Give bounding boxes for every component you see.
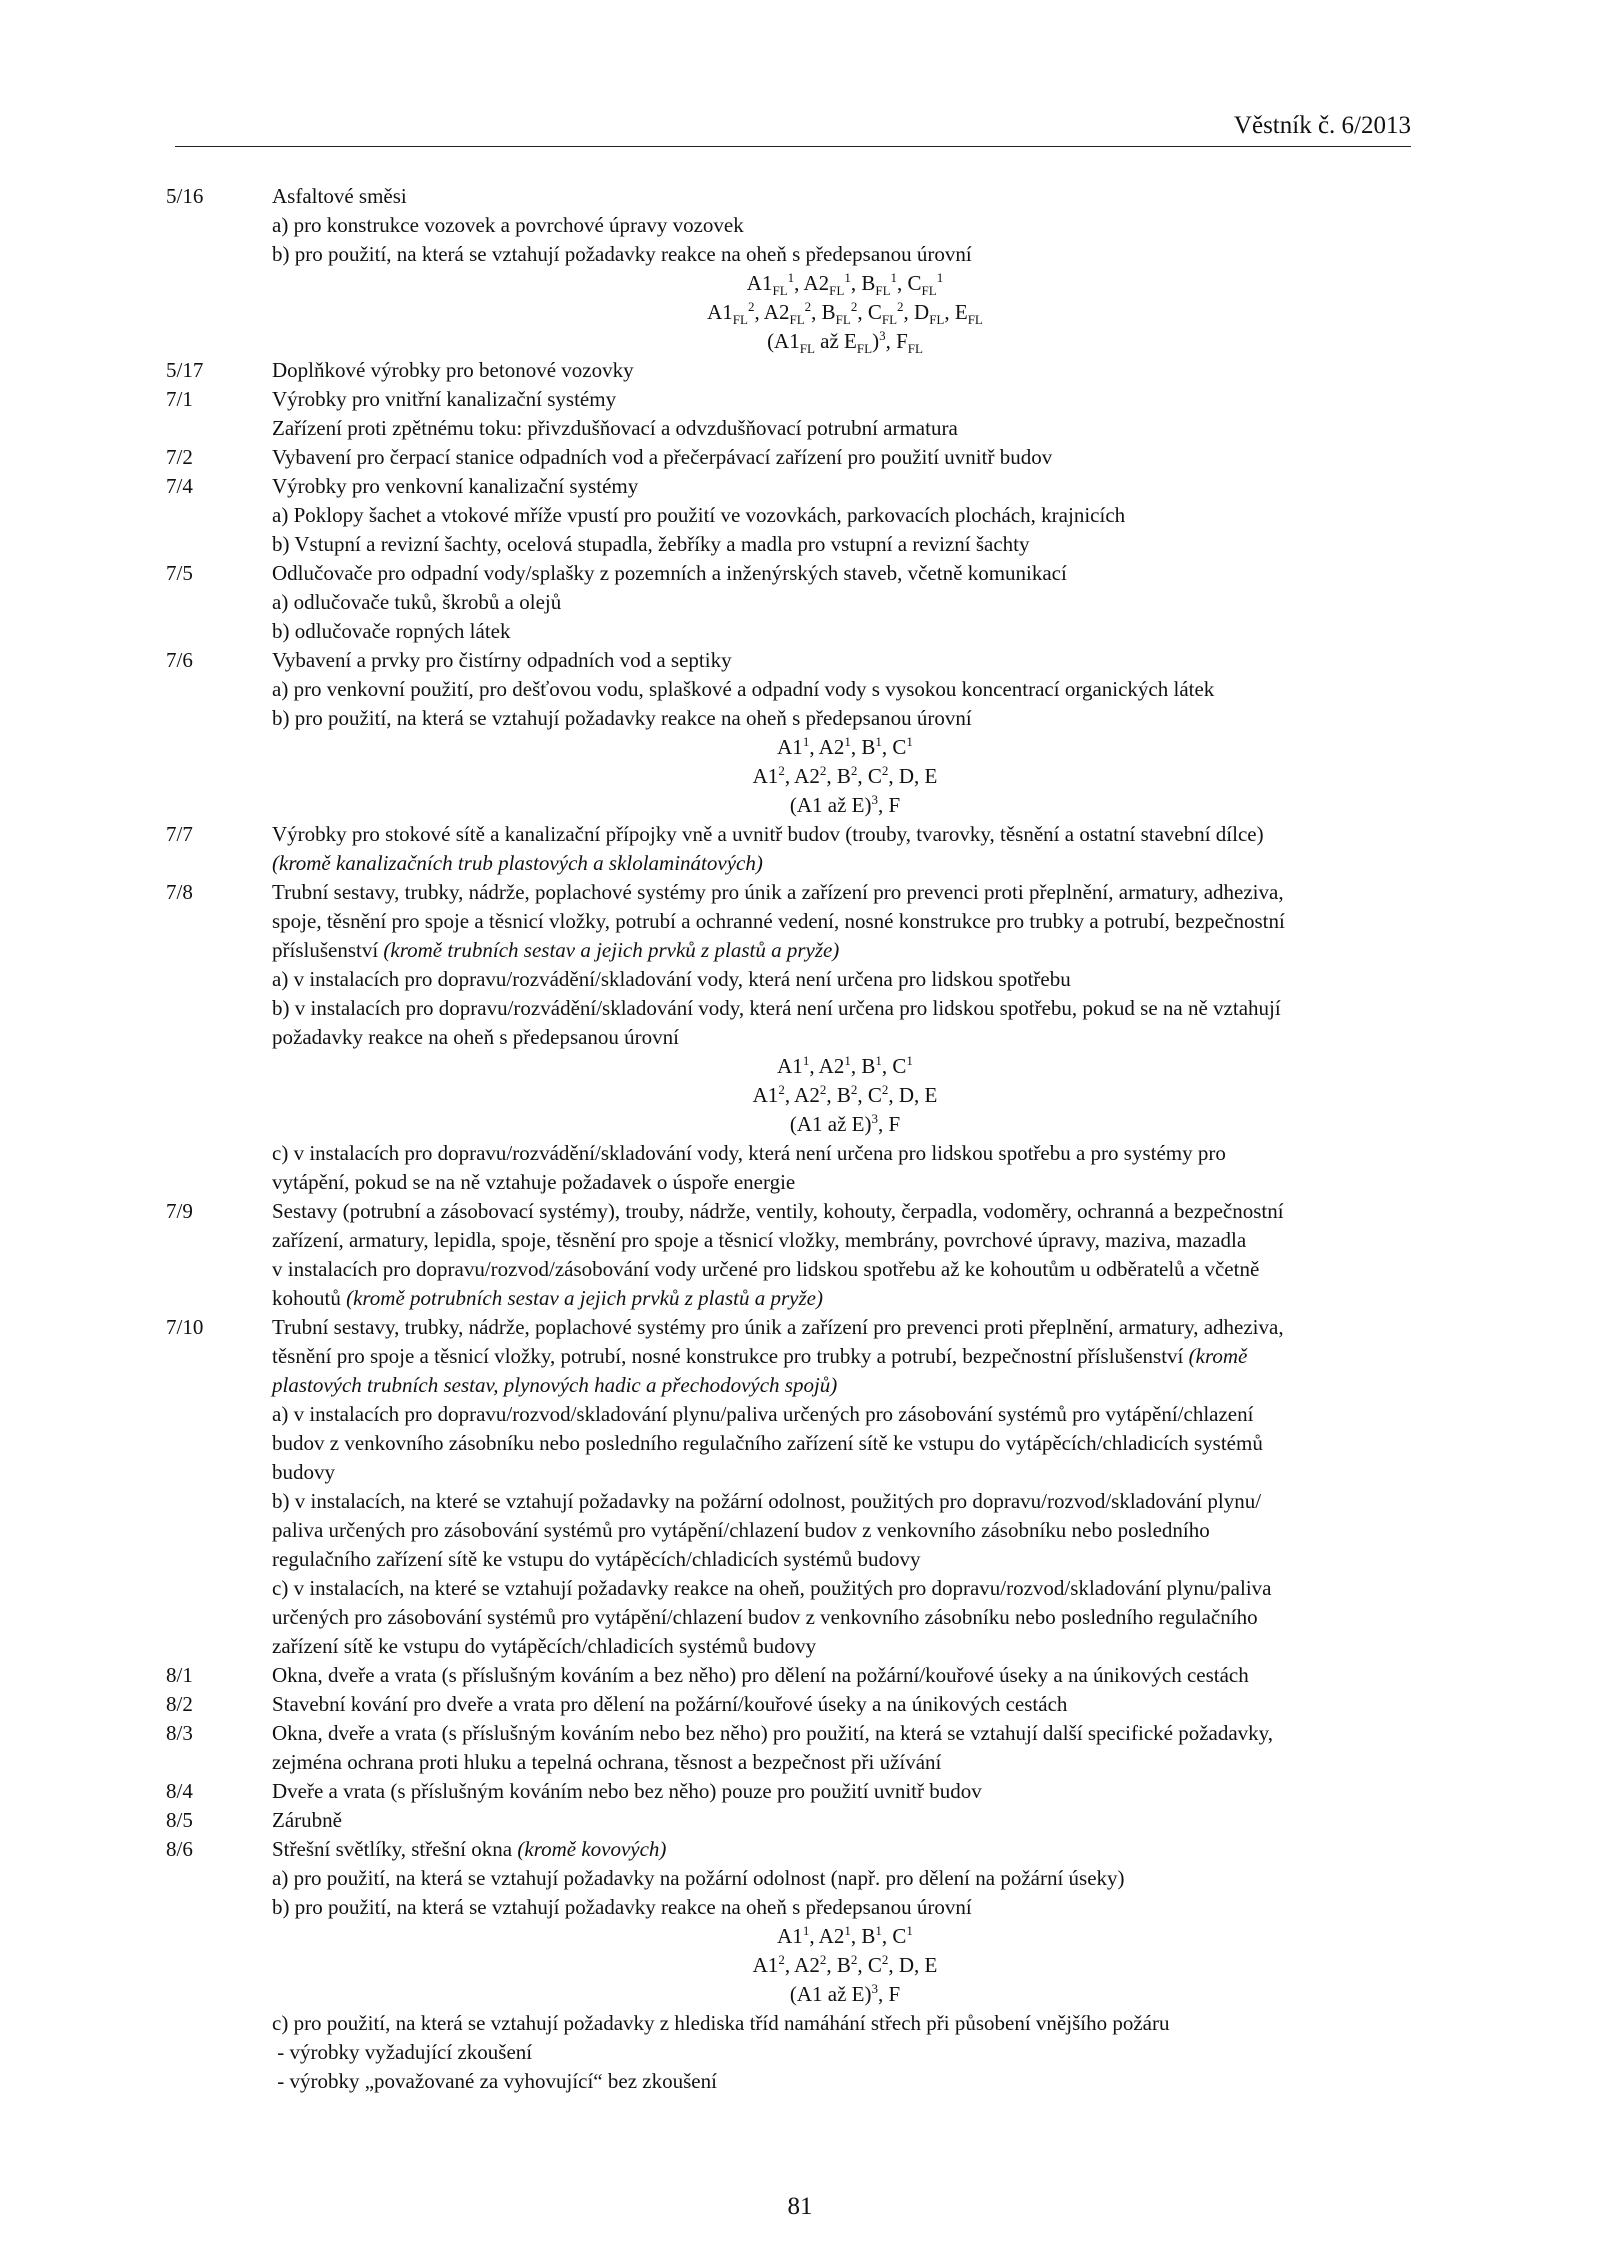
entry-7-10: [166, 1313, 1418, 1661]
entry-5-17: [166, 356, 1418, 385]
entry-number: 7/8: [166, 880, 193, 904]
class-line-2: $A1^2$, $A2^2$, $B^2$, $C^2$, D, E: [752, 763, 938, 788]
entry-line: c) v instalacích, na které se vztahují požadavky reakce na oheň, použitých pro dopravu/rozvod/skladování plynu/paliva: [272, 1576, 1272, 1600]
entry-line: v instalacích pro dopravu/rozvod/zásobování vody určené pro lidskou spotřebu až ke kohoutům u odběratelů a včetně: [272, 1257, 1260, 1281]
entry-number: 8/6: [166, 1837, 193, 1861]
entry-7-5: [166, 559, 1418, 646]
entry-line: zařízení, armatury, lepidla, spoje, těsnění pro spoje a těsnicí vložky, membrány, povrchové úpravy, maziva, mazadla: [272, 1228, 1247, 1252]
entry-title: Trubní sestavy, trubky, nádrže, poplachové systémy pro únik a zařízení pro prevenci proti přeplnění, armatury, adheziva,: [272, 1315, 1284, 1339]
entry-line: kohoutů: [272, 1286, 347, 1310]
entry-number: 7/7: [166, 822, 193, 846]
entry-line: spoje, těsnění pro spoje a těsnicí vložky, potrubí a ochranné vedení, nosné konstrukce pro trubky a potrubí, bezpečnostní: [272, 909, 1285, 933]
entry-exclusion: (kromě potrubních sestav a jejich prvků z plastů a pryže): [346, 1286, 823, 1310]
entry-number: 7/9: [166, 1199, 193, 1223]
entry-line: zařízení sítě ke vstupu do vytápěcích/chladicích systémů budovy: [272, 1634, 817, 1658]
entry-line: b) v instalacích pro dopravu/rozvádění/skladování vody, která není určena pro lidskou spotřebu, pokud se na ně vztahují: [272, 996, 1281, 1020]
entry-8-2: [166, 1690, 1418, 1719]
entry-line: vytápění, pokud se na ně vztahuje požadavek o úspoře energie: [272, 1170, 796, 1194]
entry-line: c) pro použití, na která se vztahují požadavky z hlediska tříd namáhání střech při působení vnějšího požáru: [272, 2011, 1170, 2035]
entry-line: a) v instalacích pro dopravu/rozvádění/skladování vody, která není určena pro lidskou spotřebu: [272, 967, 1071, 991]
entry-line: Zařízení proti zpětnému toku: přivzdušňovací a odvzdušňovací potrubní armatura: [272, 416, 958, 440]
entry-number: 7/6: [166, 648, 193, 672]
entry-7-6: [166, 646, 1418, 820]
entry-line: a) pro konstrukce vozovek a povrchové úpravy vozovek: [272, 213, 744, 237]
product-list: [166, 182, 1418, 2096]
entry-number: 7/10: [166, 1315, 204, 1339]
entry-line: b) odlučovače ropných látek: [272, 619, 511, 643]
entry-exclusion: (kromě kanalizačních trub plastových a sklolaminátových): [272, 851, 763, 875]
entry-title: Asfaltové směsi: [272, 184, 407, 208]
entry-title: Stavební kování pro dveře a vrata pro dělení na požární/kouřové úseky a na únikových cestách: [272, 1692, 1068, 1716]
entry-line: paliva určených pro zásobování systémů pro vytápění/chlazení budov z venkovního zásobníku nebo posledního: [272, 1518, 1210, 1542]
entry-7-1: [166, 385, 1418, 443]
entry-line: určených pro zásobování systémů pro vytápění/chlazení budov z venkovního zásobníku nebo posledního regulačního: [272, 1605, 1258, 1629]
entry-number: 7/5: [166, 561, 193, 585]
entry-line: b) pro použití, na která se vztahují požadavky reakce na oheň s předepsanou úrovní: [272, 706, 972, 730]
entry-line: b) Vstupní a revizní šachty, ocelová stupadla, žebříky a madla pro vstupní a revizní šachty: [272, 532, 1030, 556]
class-line-3: (A1 až E)$^3$, F: [789, 792, 901, 817]
class-line-3: (A1 až E)$^3$, F: [789, 1111, 901, 1136]
entry-title: Okna, dveře a vrata (s příslušným kováním nebo bez něho) pro použití, na která se vztahují další specifické požadavky,: [272, 1721, 1274, 1745]
entry-title: Vybavení pro čerpací stanice odpadních vod a přečerpávací zařízení pro použití uvnitř budov: [272, 445, 1053, 469]
entry-title: Doplňkové výrobky pro betonové vozovky: [272, 358, 634, 382]
class-line-2: $A1^2$, $A2^2$, $B^2$, $C^2$, D, E: [752, 1082, 938, 1107]
entry-line: zejména ochrana proti hluku a tepelná ochrana, těsnost a bezpečnost při užívání: [272, 1750, 942, 1774]
page-number: 81: [787, 2193, 813, 2220]
entry-number: 7/4: [166, 474, 193, 498]
entry-line: a) pro použití, na která se vztahují požadavky na požární odolnost (např. pro dělení na požární úseky): [272, 1866, 1125, 1890]
entry-line: - výrobky vyžadující zkoušení: [272, 2040, 533, 2064]
entry-7-7: [166, 820, 1418, 878]
entry-line: b) pro použití, na která se vztahují požadavky reakce na oheň s předepsanou úrovní: [272, 242, 972, 266]
class-line-fl-2: $A1_{FL}^2$, $A2_{FL}^2$, $B_{FL}^2$, $C_{FL}^2$, $D_{FL}$, $E_{FL}$: [707, 299, 983, 327]
entry-line: a) Poklopy šachet a vtokové mříže vpustí pro použití ve vozovkách, parkovacích plochách, krajnicích: [272, 503, 1126, 527]
entry-line: a) pro venkovní použití, pro dešťovou vodu, splaškové a odpadní vody s vysokou koncentrací organických látek: [272, 677, 1215, 701]
entry-number: 5/17: [166, 358, 204, 382]
entry-7-8: [166, 878, 1418, 1197]
entry-8-6: [166, 1835, 1418, 2096]
entry-number: 8/3: [166, 1721, 193, 1745]
entry-line: požadavky reakce na oheň s předepsanou úrovní: [272, 1025, 680, 1049]
entry-7-9: [166, 1197, 1418, 1313]
class-line-1: $A1^1$, $A2^1$, $B^1$, $C^1$: [777, 734, 913, 759]
entry-8-5: [166, 1806, 1418, 1835]
entry-number: 8/2: [166, 1692, 193, 1716]
entry-title: Sestavy (potrubní a zásobovací systémy), trouby, nádrže, ventily, kohouty, čerpadla, vodoměry, ochranná a bezpečnostní: [272, 1199, 1284, 1223]
class-line-1: $A1^1$, $A2^1$, $B^1$, $C^1$: [777, 1923, 913, 1948]
entry-8-1: [166, 1661, 1418, 1690]
class-line-2: $A1^2$, $A2^2$, $B^2$, $C^2$, D, E: [752, 1952, 938, 1977]
entry-8-3: [166, 1719, 1418, 1777]
entry-title: Výrobky pro venkovní kanalizační systémy: [272, 474, 639, 498]
entry-line: a) v instalacích pro dopravu/rozvod/skladování plynu/paliva určených pro zásobování systémů pro vytápění/chlazení: [272, 1402, 1254, 1426]
entry-number: 5/16: [166, 184, 204, 208]
entry-8-4: [166, 1777, 1418, 1806]
entry-title: Trubní sestavy, trubky, nádrže, poplachové systémy pro únik a zařízení pro prevenci proti přeplnění, armatury, adheziva,: [272, 880, 1284, 904]
entry-line: budovy: [272, 1460, 335, 1484]
entry-7-4: [166, 472, 1418, 559]
entry-line: a) odlučovače tuků, škrobů a olejů: [272, 590, 562, 614]
entry-title: Zárubně: [272, 1808, 342, 1832]
entry-title: Výrobky pro stokové sítě a kanalizační přípojky vně a uvnitř budov (trouby, tvarovky, těsnění a ostatní stavební dílce): [272, 822, 1264, 846]
entry-line: příslušenství: [272, 938, 384, 962]
entry-line: budov z venkovního zásobníku nebo posledního regulačního zařízení sítě ke vstupu do vytápěcích/chladicích systémů: [272, 1431, 1263, 1455]
entry-exclusion: (kromě kovových): [517, 1837, 667, 1861]
entry-exclusion: (kromě: [1188, 1344, 1248, 1368]
entry-title: Okna, dveře a vrata (s příslušným kováním a bez něho) pro dělení na požární/kouřové úseky a na únikových cestách: [272, 1663, 1249, 1687]
entry-title: Odlučovače pro odpadní vody/splašky z pozemních a inženýrských staveb, včetně komunikací: [272, 561, 1067, 585]
entry-exclusion: (kromě trubních sestav a jejich prvků z plastů a pryže): [383, 938, 840, 962]
entry-line: c) v instalacích pro dopravu/rozvádění/skladování vody, která není určena pro lidskou spotřebu a pro systémy pro: [272, 1141, 1226, 1165]
entry-line: - výrobky „považované za vyhovující“ bez zkoušení: [272, 2069, 717, 2093]
class-line-3: (A1 až E)$^3$, F: [789, 1981, 901, 2006]
entry-number: 8/5: [166, 1808, 193, 1832]
entry-exclusion: plastových trubních sestav, plynových hadic a přechodových spojů): [272, 1373, 838, 1397]
entry-title: Výrobky pro vnitřní kanalizační systémy: [272, 387, 617, 411]
entry-line: regulačního zařízení sítě ke vstupu do vytápěcích/chladicích systémů budovy: [272, 1547, 921, 1571]
class-line-1: $A1^1$, $A2^1$, $B^1$, $C^1$: [777, 1053, 913, 1078]
entry-number: 7/1: [166, 387, 193, 411]
page-header: [175, 110, 1411, 147]
entry-5-16: [166, 182, 1418, 356]
entry-title: Dveře a vrata (s příslušným kováním nebo bez něho) pouze pro použití uvnitř budov: [272, 1779, 982, 1803]
entry-number: 7/2: [166, 445, 193, 469]
entry-line: těsnění pro spoje a těsnicí vložky, potrubí, nosné konstrukce pro trubky a potrubí, bezpečnostní příslušenství: [272, 1344, 1189, 1368]
class-line-fl-3: ($A1_{FL}$ až $E_{FL})^3$, $F_{FL}$: [767, 328, 923, 356]
class-line-fl-1: $A1_{FL}^1$, $A2_{FL}^1$, $B_{FL}^1$, $C_{FL}^1$: [746, 270, 944, 298]
entry-title: Střešní světlíky, střešní okna: [272, 1837, 518, 1861]
entry-line: b) pro použití, na která se vztahují požadavky reakce na oheň s předepsanou úrovní: [272, 1895, 972, 1919]
entry-number: 8/1: [166, 1663, 193, 1687]
entry-title: Vybavení a prvky pro čistírny odpadních vod a septiky: [272, 648, 732, 672]
entry-7-2: [166, 443, 1418, 472]
entry-number: 8/4: [166, 1779, 193, 1803]
entry-line: b) v instalacích, na které se vztahují požadavky na požární odolnost, použitých pro dopravu/rozvod/skladování plynu/: [272, 1489, 1262, 1513]
journal-issue: Věstník č. 6/2013: [1233, 112, 1411, 139]
